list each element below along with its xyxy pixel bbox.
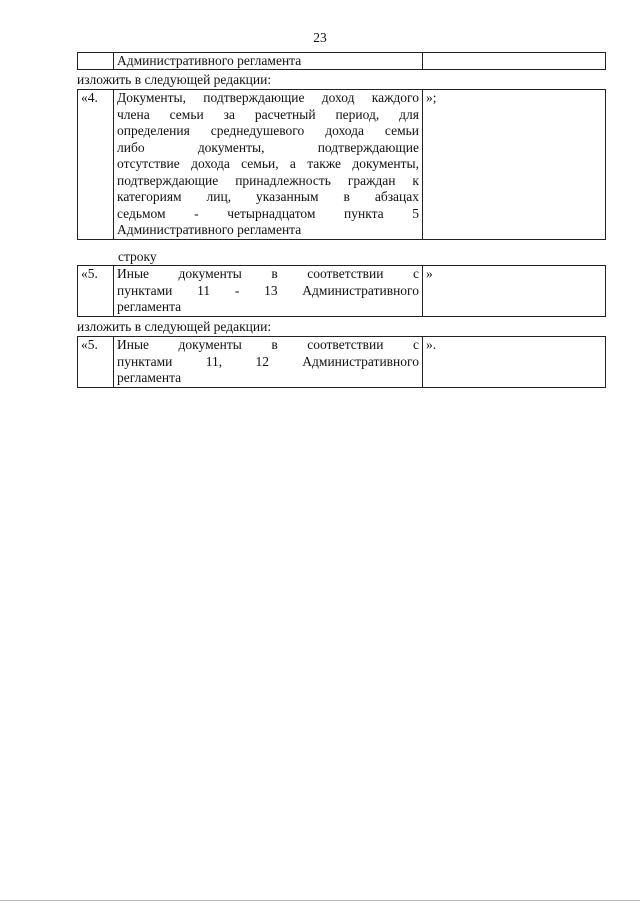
table-cell-num	[78, 53, 114, 70]
row-4-closing-quote: »;	[423, 90, 606, 240]
row-5-new-number: «5.	[78, 337, 114, 388]
row-4-text	[114, 90, 423, 240]
caption-edit-2: изложить в следующей редакции:	[77, 319, 272, 334]
caption-row-label: строку	[118, 249, 157, 264]
table-row	[78, 266, 606, 317]
text-line: регламента	[117, 299, 182, 314]
text-line: пунктами 11, 12 Административного	[117, 353, 419, 369]
text-line: Иные документы в соответствии с	[117, 266, 419, 281]
table-row-5-new	[77, 336, 606, 388]
caption-edit-1: изложить в следующей редакции:	[77, 72, 272, 87]
table-row	[78, 337, 606, 388]
row-4-number: «4.	[78, 90, 114, 240]
text-line: подтверждающие принадлежность граждан к	[117, 172, 419, 188]
text-line: седьмом - четырнадцатом пункта 5	[117, 205, 419, 221]
row-5-new-closing-quote: ».	[423, 337, 606, 388]
row-5-old-number: «5.	[78, 266, 114, 317]
table-row	[78, 53, 606, 70]
text-line: пунктами 11 - 13 Административного	[117, 282, 419, 298]
row-5-old-closing-quote: »	[423, 266, 606, 317]
text-line: определения среднедушевого дохода семьи	[117, 123, 419, 138]
text-line: Документы, подтверждающие доход каждого	[117, 90, 419, 105]
text-line: Иные документы в соответствии с	[117, 337, 419, 352]
page-bottom-rule	[0, 900, 640, 901]
text-line: категориям лиц, указанным в абзацах	[117, 189, 419, 204]
table-cell-end	[423, 53, 606, 70]
row-5-old-text	[114, 266, 423, 317]
text-line: либо документы, подтверждающие	[117, 139, 419, 155]
text-line: Административного регламента	[117, 222, 302, 237]
text-line: члена семьи за расчетный период, для	[117, 106, 419, 122]
table-row	[78, 90, 606, 240]
table-row-5-old	[77, 265, 606, 317]
text-line: регламента	[117, 370, 182, 385]
table-cell-text: Административного регламента	[114, 53, 423, 70]
table-top-fragment	[77, 52, 606, 70]
table-row-4	[77, 89, 606, 240]
row-5-new-text	[114, 337, 423, 388]
text-line: отсутствие дохода семьи, а также документы,	[117, 156, 419, 171]
page-number: 23	[313, 30, 327, 45]
